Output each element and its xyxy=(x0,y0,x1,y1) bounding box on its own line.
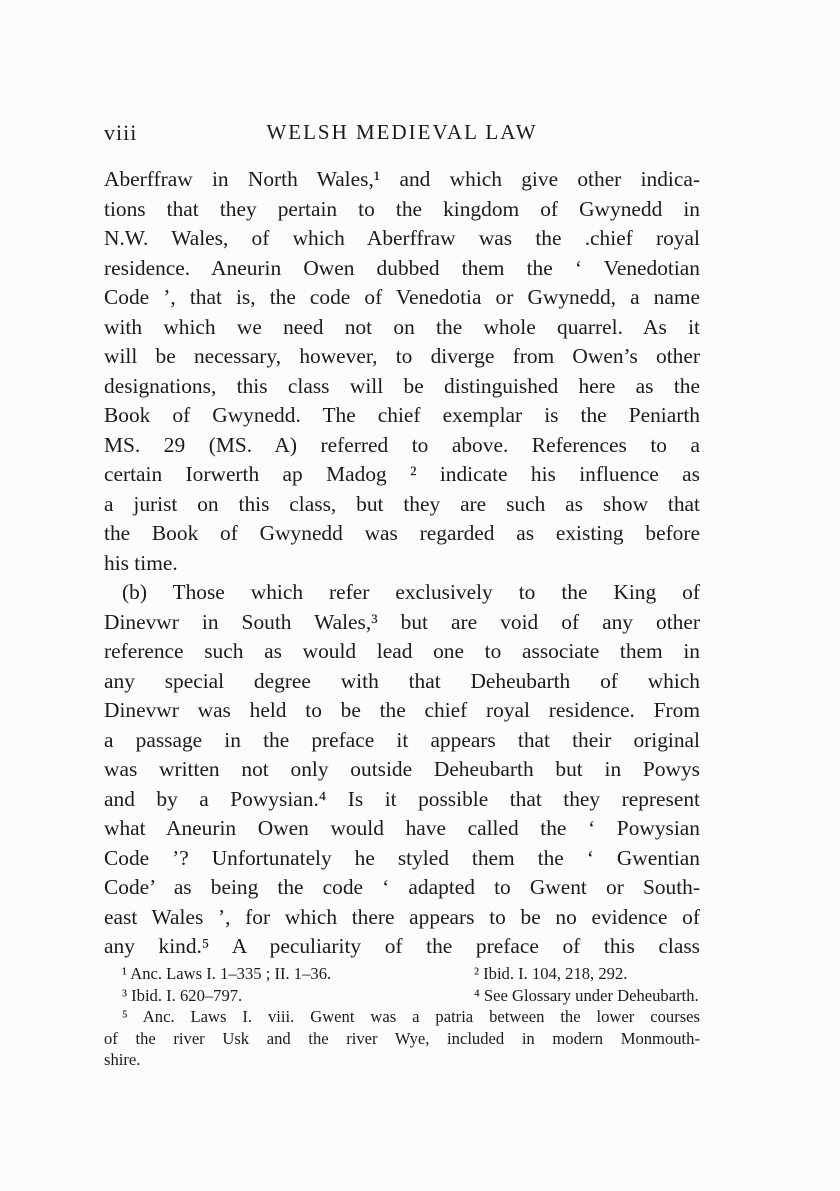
running-head: WELSH MEDIEVAL LAW xyxy=(266,120,538,144)
footnote-2: ² Ibid. I. 104, 218, 292. xyxy=(474,964,628,983)
text-line: Code’ as being the code ‘ adapted to Gwent or South- xyxy=(104,875,700,899)
footnote-4: ⁴ See Glossary under Deheubarth. xyxy=(474,985,699,1005)
page-header xyxy=(104,120,700,154)
footnote-5-line: shire. xyxy=(104,1050,141,1070)
text-line: a jurist on this class, but they are such as show that xyxy=(104,491,700,516)
text-line: a passage in the preface it appears that their original xyxy=(104,727,700,752)
text-line: with which we need not on the whole quarrel. As it xyxy=(104,314,700,339)
text-line: what Aneurin Owen would have called the ‘ Powysian xyxy=(104,816,700,840)
text-line: reference such as would lead one to associate them in xyxy=(104,639,700,663)
text-line: east Wales ’, for which there appears to be no evidence of xyxy=(104,904,700,929)
text-line: the Book of Gwynedd was regarded as existing before xyxy=(104,521,700,545)
text-line: his time. xyxy=(104,550,178,575)
text-line: tions that they pertain to the kingdom of Gwynedd in xyxy=(104,196,700,221)
text-line: Dinevwr in South Wales,³ but are void of any other xyxy=(104,609,700,634)
text-line: certain Iorwerth ap Madog ² indicate his influence as xyxy=(104,462,700,486)
text-line: designations, this class will be distinguished here as the xyxy=(104,373,700,398)
text-line: Code ’? Unfortunately he styled them the ‘ Gwentian xyxy=(104,845,700,870)
footnote-5-line: ⁵ Anc. Laws I. viii. Gwent was a patria between the lower courses xyxy=(122,1007,700,1027)
text-line: any special degree with that Deheubarth of which xyxy=(104,668,700,693)
text-line: Aberffraw in North Wales,¹ and which give other indica- xyxy=(104,167,700,191)
footnote-3: ³ Ibid. I. 620–797. xyxy=(122,985,243,1005)
footnote-row xyxy=(104,985,700,1007)
text-line: any kind.⁵ A peculiarity of the preface of this class xyxy=(104,934,700,958)
text-line: Code ’, that is, the code of Venedotia or Gwynedd, a name xyxy=(104,285,700,309)
text-line: will be necessary, however, to diverge from Owen’s other xyxy=(104,344,700,368)
text-line: was written not only outside Deheubarth but in Powys xyxy=(104,757,700,781)
text-line: and by a Powysian.⁴ Is it possible that they represent xyxy=(104,786,700,811)
main-text xyxy=(104,165,700,962)
text-line: Dinevwr was held to be the chief royal residence. From xyxy=(104,698,700,722)
text-line: Book of Gwynedd. The chief exemplar is the Peniarth xyxy=(104,403,700,427)
footnote-5-line: of the river Usk and the river Wye, included in modern Monmouth- xyxy=(104,1028,700,1048)
text-line: (b) Those which refer exclusively to the King of xyxy=(122,580,700,604)
text-line: MS. 29 (MS. A) referred to above. References to a xyxy=(104,432,700,457)
footnotes xyxy=(104,963,700,1071)
page-number: viii xyxy=(104,120,138,145)
footnote-row xyxy=(104,963,700,985)
text-line: residence. Aneurin Owen dubbed them the ‘ Venedotian xyxy=(104,255,700,280)
footnote-1: ¹ Anc. Laws I. 1–335 ; II. 1–36. xyxy=(122,964,332,983)
text-line: N.W. Wales, of which Aberffraw was the .chief royal xyxy=(104,226,700,250)
